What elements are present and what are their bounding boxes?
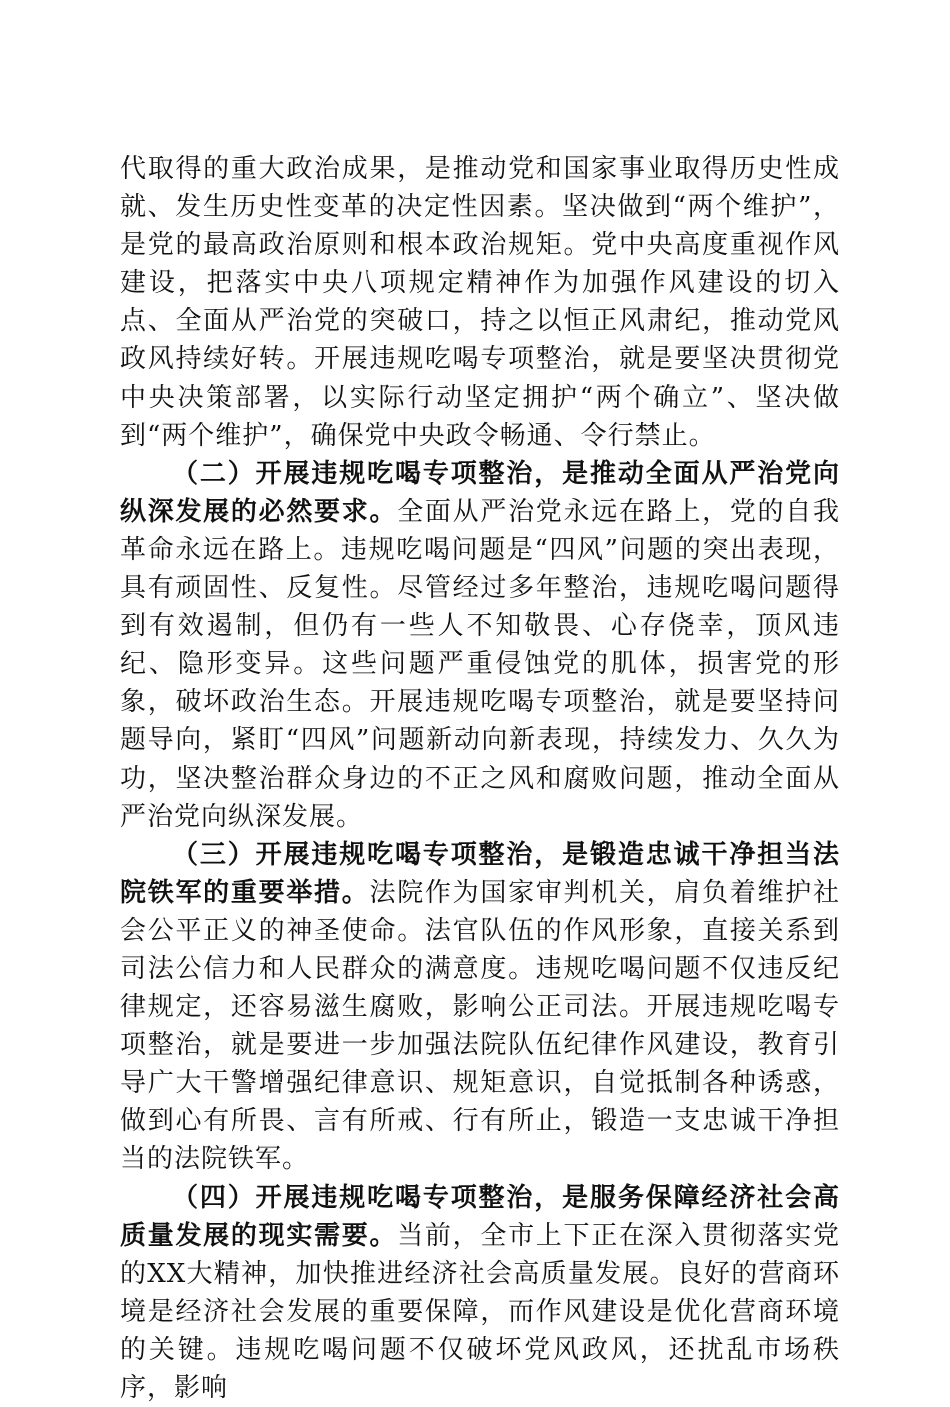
section-2-heading: （二）开展违规吃喝专项整治，是推动全面从严治党向纵深发展的必然要求。 [120, 458, 840, 527]
paragraph-1-text: 代取得的重大政治成果，是推动党和国家事业取得历史性成就、发生历史性变革的决定性因素。坚决做到“两个维护”，是党的最高政治原则和根本政治规矩。党中央高度重视作风建设，把落实中央八项规定精神作为加强作风建设的切入点、全面从严治党的突破口，持之以恒正风肃纪，推动党风政风持续好转。开展违规吃喝专项整治，就是要坚决贯彻党中央决策部署，以实际行动坚定拥护“两个确立”、坚决做到“两个维护”，确保党中央政令畅通、令行禁止。 [120, 154, 840, 451]
section-4-heading: （四）开展违规吃喝专项整治，是服务保障经济社会高质量发展的现实需要。 [120, 1182, 840, 1251]
section-4-text: 当前，全市上下正在深入贯彻落实党的XX大精神，加快推进经济社会高质量发展。良好的营商环境是经济社会发展的重要保障，而作风建设是优化营商环境的关键。违规吃喝问题不仅破坏党风政风，还扰乱市场秩序，影响 [120, 1220, 840, 1403]
paragraph-section-2 [120, 455, 840, 836]
section-2-text: 全面从严治党永远在路上，党的自我革命永远在路上。违规吃喝问题是“四风”问题的突出表现，具有顽固性、反复性。尽管经过多年整治，违规吃喝问题得到有效遏制，但仍有一些人不知敬畏、心存侥幸，顶风违纪、隐形变异。这些问题严重侵蚀党的肌体，损害党的形象，破坏政治生态。开展违规吃喝专项整治，就是要坚持问题导向，紧盯“四风”问题新动向新表现，持续发力、久久为功，坚决整治群众身边的不正之风和腐败问题，推动全面从严治党向纵深发展。 [120, 496, 840, 832]
section-3-text: 法院作为国家审判机关，肩负着维护社会公平正义的神圣使命。法官队伍的作风形象，直接关系到司法公信力和人民群众的满意度。违规吃喝问题不仅违反纪律规定，还容易滋生腐败，影响公正司法。开展违规吃喝专项整治，就是要进一步加强法院队伍纪律作风建设，教育引导广大干警增强纪律意识、规矩意识，自觉抵制各种诱惑，做到心有所畏、言有所戒、行有所止，锻造一支忠诚干净担当的法院铁军。 [120, 877, 840, 1175]
paragraph-section-4 [120, 1179, 840, 1407]
paragraph-continuation [120, 150, 840, 455]
paragraph-section-3 [120, 836, 840, 1179]
document-page [120, 150, 840, 1407]
section-3-heading: （三）开展违规吃喝专项整治，是锻造忠诚干净担当法院铁军的重要举措。 [120, 839, 840, 908]
